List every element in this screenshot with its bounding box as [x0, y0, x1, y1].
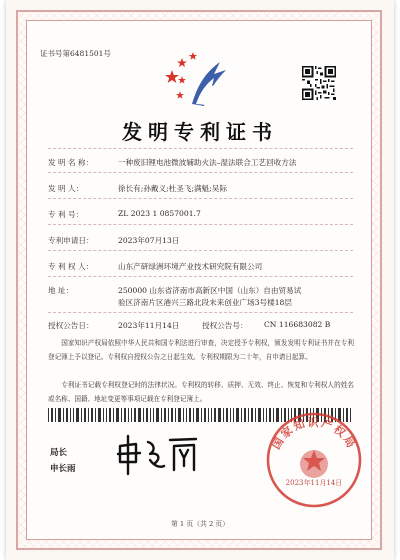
field-label-inventors: 发 明 人： — [48, 184, 84, 193]
field-value-address-line2: 验区济南片区港兴三路北段未来创业广场3号楼18层 — [118, 298, 292, 307]
certificate-number: 证书号第6481501号 — [40, 49, 111, 58]
director-signature — [114, 432, 200, 478]
divider — [48, 148, 353, 149]
page-footer: 第 1 页（共 2 页） — [170, 520, 230, 528]
divider — [48, 198, 353, 199]
seal-date: 2023年11月14日 — [285, 479, 343, 487]
divider — [48, 312, 353, 313]
field-value-invention-name: 一种废旧锂电池微波辅助火法–湿法联合工艺回收方法 — [118, 158, 297, 167]
field-label-application-date: 专利申请日： — [48, 236, 94, 245]
certificate-title: 发明专利证书 — [122, 120, 278, 144]
official-seal-stamp — [262, 410, 366, 510]
field-label-invention-name: 发 明 名 称： — [48, 158, 94, 167]
divider — [48, 172, 353, 173]
svg-text:国家知识产权局 — [269, 415, 359, 452]
notice-paragraph-1: 国家知识产权局依照中华人民共和国专利法进行审查，决定授予专利权，颁发发明专利证书并在专利登记簿上予以登记。专利权自授权公告之日起生效。专利权期限为二十年，自申请日起算。 — [48, 339, 354, 361]
divider — [48, 224, 353, 225]
divider — [48, 250, 353, 251]
seal-text: 国家知识产权局 — [269, 416, 359, 452]
notice-paragraph-2: 专利证书记载专利权登记时的法律状况。专利权的转移、质押、无效、终止、恢复和专利权人的姓名或名称、国籍、地址变更等事项记载在专利登记簿上。 — [48, 381, 354, 403]
field-value-application-date: 2023年07月13日 — [118, 236, 180, 245]
field-label-grant-date: 授权公告日： — [48, 321, 94, 330]
field-value-address-line1: 250000 山东省济南市高新区中国（山东）自由贸易试 — [118, 286, 302, 295]
divider — [48, 276, 353, 277]
qr-code-icon — [302, 66, 336, 100]
field-value-grant-date: 2023年11月14日 — [118, 321, 180, 330]
field-value-patentee: 山东产研绿洲环境产业技术研究院有限公司 — [118, 262, 263, 271]
director-name-label: 申长雨 — [50, 464, 76, 474]
field-value-inventors: 徐长有;孙戴义;杜圣飞;满魁;吴际 — [118, 184, 227, 193]
field-label-address: 地 址： — [48, 286, 74, 295]
field-label-grant-number: 授权公告号： — [202, 321, 248, 330]
field-value-patent-number: ZL 2023 1 0857001.7 — [118, 209, 201, 218]
field-label-patentee: 专 利 权 人： — [48, 262, 94, 271]
director-title-label: 局长 — [50, 448, 68, 458]
field-label-patent-number: 专 利 号： — [48, 210, 84, 219]
field-value-grant-number: CN 116683082 B — [264, 320, 331, 329]
cnipa-emblem-logo — [162, 44, 234, 112]
